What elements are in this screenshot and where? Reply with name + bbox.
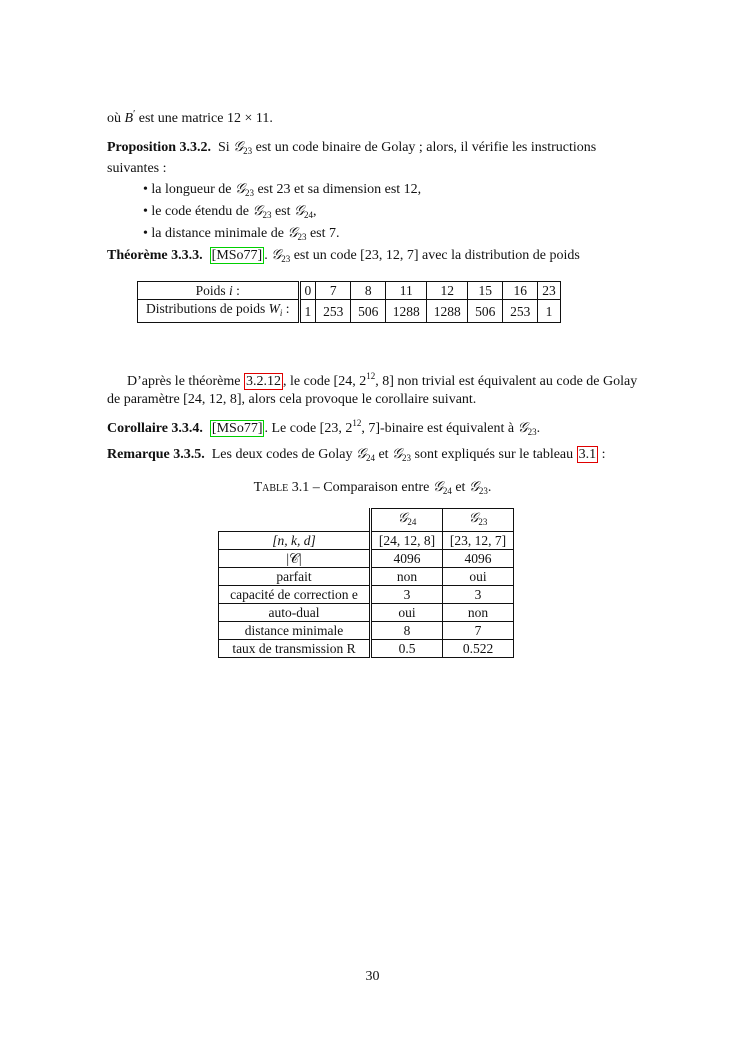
table-row: Poids i : 0 7 8 11 12 15 16 23 <box>138 282 561 300</box>
table-header-row <box>219 509 514 532</box>
proposition: Proposition 3.3.2. Si 𝒢$_{23}$ est un code binaire de Golay ; alors, il vérifie les instructions suivantes : <box>107 139 597 176</box>
table-link[interactable]: 3.1 <box>578 447 597 462</box>
proposition-label: Proposition 3.3.2. <box>107 140 211 155</box>
table-row: [n, k, d] [24, 12, 8] [23, 12, 7] <box>219 532 514 550</box>
corollary-label: Corollaire 3.3.4. <box>107 421 203 436</box>
table-row: parfait non oui <box>219 568 514 586</box>
citation-link[interactable]: [MSo77] <box>211 248 263 263</box>
list-item: • la longueur de 𝒢$_{23}$ est 23 et sa dimension est 12, <box>143 180 421 202</box>
table-caption: Table 3.1 – Comparaison entre 𝒢$_{24}$ et 𝒢$_{23}$. <box>253 479 492 496</box>
table-row-header: Poids i : <box>138 282 300 300</box>
table-row: |𝒞| 4096 4096 <box>219 550 514 568</box>
corollary: Corollaire 3.3.4. [MSo77] . Le code [23, $2^{12}$, 7]-binaire est équivalent à 𝒢$_{23}$. <box>107 418 541 437</box>
theorem: Théorème 3.3.3. [MSo77] . 𝒢$_{23}$ est un code [23, 12, 7] avec la distribution de poids <box>107 247 580 264</box>
table-row: Distributions de poids $W_i$ : 1 253 506 1288 1288 506 253 1 <box>138 300 561 323</box>
citation-link[interactable]: [MSo77] <box>211 421 263 436</box>
table-row-header: Distributions de poids $W_i$ : <box>138 300 300 323</box>
intro-line: où B′ est une matrice 12 × 11. <box>107 109 273 126</box>
proposition-list <box>143 180 421 246</box>
weight-distribution-table <box>137 281 561 323</box>
column-header-g23: 𝒢$_{23}$ <box>443 509 514 532</box>
list-item: • la distance minimale de 𝒢$_{23}$ est 7. <box>143 224 421 246</box>
list-item: • le code étendu de 𝒢$_{23}$ est 𝒢$_{24}$, <box>143 202 421 224</box>
table-row: capacité de correction e 3 3 <box>219 586 514 604</box>
remark: Remarque 3.3.5. Les deux codes de Golay 𝒢$_{24}$ et 𝒢$_{23}$ sont expliqués sur le tableau 3.1 : <box>107 446 606 463</box>
column-header-g24: 𝒢$_{24}$ <box>371 509 443 532</box>
theorem-label: Théorème 3.3.3. <box>107 248 203 263</box>
table-row: taux de transmission R 0.5 0.522 <box>219 640 514 658</box>
paragraph: D’après le théorème 3.2.12 , le code [24, $2^{12}$, 8] non trivial est équivalent au code de Golay de paramètre [24, 12, 8], alors cela provoque le corollaire suivant. <box>107 371 638 407</box>
page-number: 30 <box>365 969 380 984</box>
theorem-link[interactable]: 3.2.12 <box>246 374 281 389</box>
comparison-table <box>218 508 514 658</box>
table-row: distance minimale 8 7 <box>219 622 514 640</box>
remark-label: Remarque 3.3.5. <box>107 447 205 462</box>
table-row: auto-dual oui non <box>219 604 514 622</box>
